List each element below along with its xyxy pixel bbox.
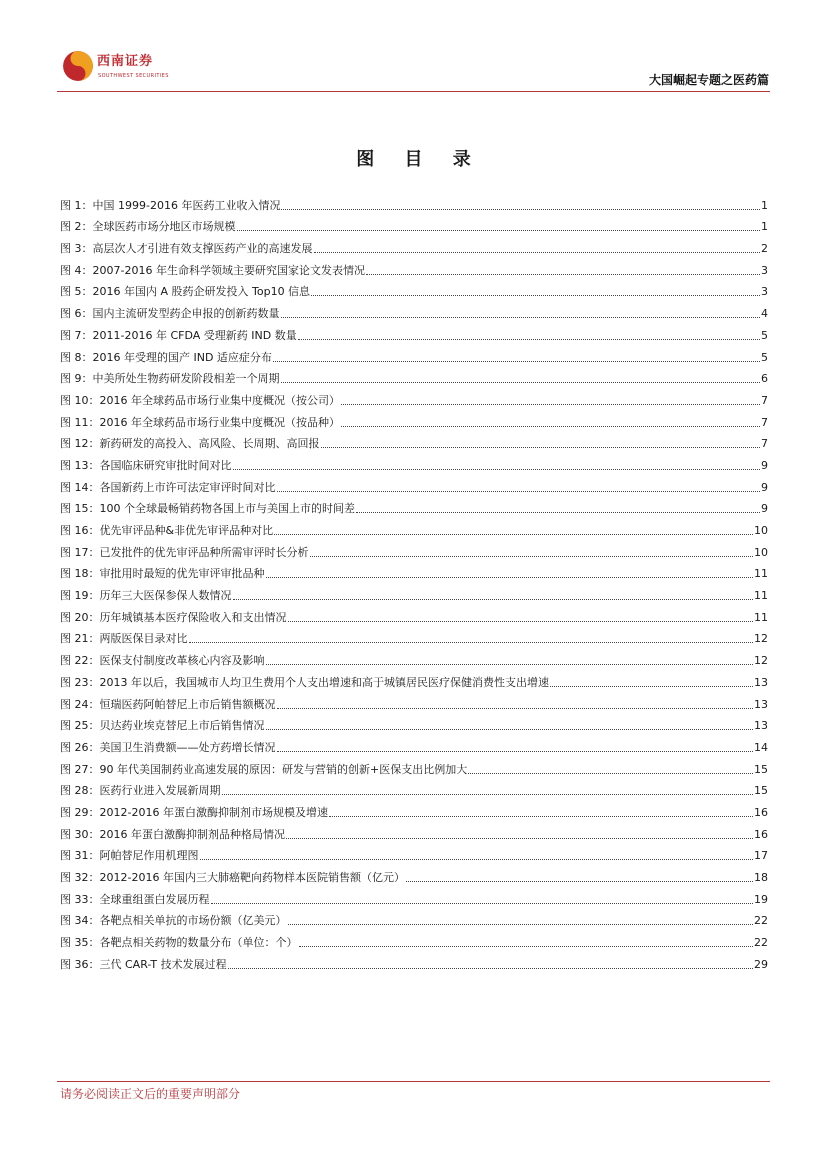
footer-divider (57, 1081, 770, 1082)
toc-entry[interactable] (60, 581, 768, 603)
toc-entry-label: 图 9： (60, 372, 93, 386)
toc-entry-page[interactable]: 10 (754, 524, 768, 537)
company-logo-icon (63, 51, 93, 81)
toc-entry-label: 图 36： (60, 957, 100, 971)
toc-entry[interactable] (60, 473, 768, 495)
toc-entry-label: 图 20： (60, 610, 100, 624)
toc-dot-leader (341, 403, 760, 405)
toc-entry-title[interactable]: 2011-2016 年 CFDA 受理新药 IND 数量 (92, 328, 297, 342)
toc-entry-label: 图 16： (60, 524, 100, 537)
toc-entry[interactable] (60, 928, 768, 950)
toc-dot-leader (281, 316, 761, 318)
toc-entry[interactable] (60, 386, 768, 408)
toc-dot-leader (311, 294, 760, 296)
toc-entry-title[interactable]: 医药行业进入发展新周期 (99, 784, 221, 798)
toc-dot-leader (286, 837, 753, 839)
report-title: 大国崛起专题之医药篇 (648, 73, 769, 87)
toc-entry-label: 图 1： (60, 198, 93, 212)
toc-dot-leader (298, 338, 760, 340)
toc-entry[interactable] (60, 777, 768, 799)
toc-entry-title[interactable]: 90 年代美国制药业高速发展的原因：研发与营销的创新+医保支出比例加大 (99, 762, 468, 776)
toc-entry-page[interactable]: 2 (761, 242, 768, 256)
toc-entry-title[interactable]: 100 个全球最畅销药物各国上市与美国上市的时间差 (99, 502, 355, 516)
header-divider (57, 91, 770, 92)
toc-entry-page[interactable]: 15 (754, 784, 768, 798)
toc-entry-title[interactable]: 高层次人才引进有效支撑医药产业的高速发展 (92, 242, 313, 256)
toc-entry-label: 图 31： (60, 849, 100, 863)
toc-entry[interactable] (60, 321, 768, 343)
toc-entry-title[interactable]: 国内主流研发型药企申报的创新药数量 (92, 307, 280, 321)
toc-entry[interactable] (60, 299, 768, 321)
toc-entry-label: 图 30： (60, 827, 100, 841)
toc-entry-page[interactable]: 15 (754, 762, 768, 776)
toc-heading: 图 目 录 (356, 149, 483, 170)
toc-entry-page[interactable]: 13 (754, 697, 768, 711)
toc-entry-page[interactable]: 9 (761, 458, 768, 472)
toc-entry-title[interactable]: 医保支付制度改革核心内容及影响 (99, 654, 265, 668)
toc-entry-title[interactable]: 各国新药上市许可法定审评时间对比 (99, 480, 276, 494)
toc-entry[interactable] (60, 560, 768, 582)
toc-entry-title[interactable]: 已发批件的优先审评品种所需审评时长分析 (99, 545, 309, 559)
toc-entry[interactable] (60, 408, 768, 430)
toc-entry-page[interactable]: 3 (761, 263, 768, 277)
toc-entry-label: 图 29： (60, 805, 100, 819)
toc-entry-title[interactable]: 恒瑞医药阿帕替尼上市后销售额概况 (99, 697, 276, 711)
toc-dot-leader (281, 208, 760, 210)
toc-entry[interactable] (60, 213, 768, 235)
toc-dot-leader (266, 728, 754, 730)
page-header (0, 0, 827, 100)
toc-entry-title[interactable]: 各国临床研究审批时间对比 (99, 458, 232, 472)
toc-entry-page[interactable]: 14 (754, 740, 768, 754)
toc-entry[interactable] (60, 646, 768, 668)
toc-entry-page[interactable]: 22 (754, 914, 768, 928)
toc-entry-page[interactable]: 11 (754, 589, 768, 603)
toc-dot-leader (288, 620, 754, 622)
toc-dot-leader (228, 967, 753, 969)
toc-entry-label: 图 11： (60, 415, 100, 429)
toc-dot-leader (233, 598, 754, 600)
toc-entry-title[interactable]: 两版医保目录对比 (99, 632, 188, 646)
toc-entry-page[interactable]: 17 (754, 849, 768, 863)
toc-entry-page[interactable]: 11 (754, 610, 768, 624)
toc-dot-leader (366, 273, 760, 275)
toc-entry-label: 图 35： (60, 936, 100, 950)
toc-entry[interactable] (60, 668, 768, 690)
toc-entry-page[interactable]: 11 (754, 567, 768, 581)
toc-entry[interactable] (60, 820, 768, 842)
toc-entry-title[interactable]: 贝达药业埃克替尼上市后销售情况 (99, 719, 265, 733)
toc-entry-label: 图 21： (60, 632, 100, 646)
toc-entry-page[interactable]: 7 (761, 415, 768, 429)
toc-entry-page[interactable]: 7 (761, 393, 768, 407)
toc-entry-page[interactable]: 16 (754, 827, 768, 841)
toc-entry[interactable] (60, 907, 768, 929)
toc-entry-page[interactable]: 12 (754, 632, 768, 646)
toc-entry-title[interactable]: 2016 年国内 A 股药企研发投入 Top10 信息 (92, 285, 311, 299)
toc-dot-leader (299, 945, 754, 947)
toc-entry-label: 图 26： (60, 740, 100, 754)
toc-entry[interactable] (60, 885, 768, 907)
toc-dot-leader (233, 468, 761, 470)
toc-entry-label: 图 25： (60, 719, 100, 733)
toc-dot-leader (281, 381, 761, 383)
toc-entry-label: 图 10： (60, 393, 100, 407)
toc-entry-page[interactable]: 13 (754, 719, 768, 733)
toc-entry-page[interactable]: 18 (754, 871, 768, 884)
toc-entry-page[interactable]: 3 (761, 285, 768, 299)
toc-entry-label: 图 15： (60, 502, 100, 516)
toc-entry-title[interactable]: 全球医药市场分地区市场规模 (92, 220, 236, 234)
toc-entry-label: 图 32： (60, 871, 100, 884)
toc-entry-label: 图 18： (60, 567, 100, 581)
toc-dot-leader (288, 923, 754, 925)
toc-entry[interactable] (60, 733, 768, 755)
toc-dot-leader (314, 251, 761, 253)
toc-entry[interactable] (60, 863, 768, 885)
toc-entry-title[interactable]: 2012-2016 年国内三大肺癌靶向药物样本医院销售额（亿元） (99, 871, 405, 884)
toc-entry-page[interactable]: 5 (761, 350, 768, 364)
toc-dot-leader (266, 576, 754, 578)
toc-dot-leader (266, 663, 754, 665)
toc-entry-title[interactable]: 2016 年蛋白激酶抑制剂品种格局情况 (99, 827, 285, 841)
toc-entry-label: 图 22： (60, 654, 100, 668)
toc-entry-label: 图 33： (60, 892, 100, 906)
toc-dot-leader (189, 641, 754, 643)
company-name-cn: 西南证券 (97, 54, 154, 69)
toc-entry-label: 图 17： (60, 545, 100, 559)
toc-entry-label: 图 12： (60, 437, 100, 451)
toc-entry[interactable] (60, 755, 768, 777)
toc-dot-leader (237, 229, 761, 231)
toc-entry-page[interactable]: 1 (761, 220, 768, 234)
toc-entry-page[interactable]: 16 (754, 805, 768, 819)
toc-entry[interactable] (60, 798, 768, 820)
toc-entry-page[interactable]: 4 (761, 307, 768, 321)
toc-entry[interactable] (60, 625, 768, 647)
toc-dot-leader (222, 793, 754, 795)
toc-entry-label: 图 7： (60, 328, 93, 342)
toc-entry-title[interactable]: 历年三大医保参保人数情况 (99, 589, 232, 603)
toc-entry[interactable] (60, 538, 768, 560)
figure-toc-list (60, 191, 768, 972)
toc-entry-label: 图 34： (60, 914, 100, 928)
toc-entry-title[interactable]: 2016 年全球药品市场行业集中度概况（按品种） (99, 415, 340, 429)
toc-entry-page[interactable]: 1 (761, 198, 768, 212)
toc-entry[interactable] (60, 343, 768, 365)
toc-dot-leader (277, 750, 754, 752)
toc-entry-title[interactable]: 审批用时最短的优先审评审批品种 (99, 567, 265, 581)
toc-entry-label: 图 28： (60, 784, 100, 798)
toc-dot-leader (274, 533, 753, 535)
toc-entry[interactable] (60, 842, 768, 864)
toc-entry-label: 图 23： (60, 675, 100, 689)
toc-dot-leader (211, 902, 754, 904)
toc-entry-title[interactable]: 2012-2016 年蛋白激酶抑制剂市场规模及增速 (99, 805, 328, 819)
toc-entry-title[interactable]: 历年城镇基本医疗保险收入和支出情况 (99, 610, 287, 624)
toc-entry-label: 图 5： (60, 285, 93, 299)
toc-entry-label: 图 6： (60, 307, 93, 321)
toc-dot-leader (550, 685, 753, 687)
toc-entry-title[interactable]: 全球重组蛋白发展历程 (99, 892, 210, 906)
toc-entry-title[interactable]: 新药研发的高投入、高风险、长周期、高回报 (99, 437, 320, 451)
toc-entry-title[interactable]: 中国 1999-2016 年医药工业收入情况 (92, 198, 281, 212)
toc-entry-title[interactable]: 2007-2016 年生命科学领域主要研究国家论文发表情况 (92, 263, 365, 277)
toc-entry-page[interactable]: 12 (754, 654, 768, 668)
toc-dot-leader (310, 555, 754, 557)
toc-dot-leader (406, 880, 753, 882)
company-name-en: SOUTHWEST SECURITIES (98, 73, 169, 79)
toc-dot-leader (273, 360, 760, 362)
toc-entry-label: 图 14： (60, 480, 100, 494)
toc-entry-label: 图 8： (60, 350, 93, 364)
toc-entry-title[interactable]: 各靶点相关药物的数量分布（单位：个） (99, 936, 298, 950)
toc-dot-leader (356, 511, 760, 513)
toc-entry-page[interactable]: 22 (754, 936, 768, 950)
toc-entry-label: 图 3： (60, 242, 93, 256)
toc-entry-title[interactable]: 2016 年全球药品市场行业集中度概况（按公司） (99, 393, 340, 407)
toc-entry-page[interactable]: 6 (761, 372, 768, 386)
toc-entry-page[interactable]: 19 (754, 892, 768, 906)
toc-dot-leader (321, 446, 761, 448)
toc-entry-title[interactable]: 阿帕替尼作用机理图 (99, 849, 199, 863)
toc-entry[interactable] (60, 712, 768, 734)
toc-entry-label: 图 19： (60, 589, 100, 603)
toc-entry[interactable] (60, 950, 768, 972)
footer-disclaimer: 请务必阅读正文后的重要声明部分 (60, 1087, 241, 1101)
toc-entry[interactable] (60, 516, 768, 538)
toc-entry-title[interactable]: 各靶点相关单抗的市场份额（亿美元） (99, 914, 287, 928)
toc-entry-title[interactable]: 2013 年以后，我国城市人均卫生费用个人支出增速和高于城镇居民医疗保健消费性支出增速 (99, 675, 549, 689)
toc-entry[interactable] (60, 234, 768, 256)
toc-entry[interactable] (60, 603, 768, 625)
toc-dot-leader (277, 490, 761, 492)
toc-entry-label: 图 13： (60, 458, 100, 472)
toc-entry[interactable] (60, 451, 768, 473)
toc-entry[interactable] (60, 430, 768, 452)
toc-entry-label: 图 27： (60, 762, 100, 776)
toc-dot-leader (341, 425, 760, 427)
toc-dot-leader (200, 858, 754, 860)
toc-entry-label: 图 4： (60, 263, 93, 277)
toc-dot-leader (277, 707, 754, 709)
toc-entry[interactable] (60, 278, 768, 300)
toc-entry-page[interactable]: 5 (761, 328, 768, 342)
toc-entry-title[interactable]: 2016 年受理的国产 IND 适应症分布 (92, 350, 272, 364)
toc-dot-leader (329, 815, 753, 817)
toc-entry-page[interactable]: 7 (761, 437, 768, 451)
toc-entry[interactable] (60, 256, 768, 278)
toc-dot-leader (468, 772, 753, 774)
toc-entry-page[interactable]: 9 (761, 502, 768, 516)
toc-entry-page[interactable]: 9 (761, 480, 768, 494)
toc-entry-title[interactable]: 优先审评品种&非优先审评品种对比 (99, 524, 274, 537)
toc-entry-label: 图 2： (60, 220, 93, 234)
toc-entry[interactable] (60, 690, 768, 712)
toc-entry[interactable] (60, 191, 768, 213)
toc-entry-title[interactable]: 美国卫生消费额——处方药增长情况 (99, 740, 276, 754)
toc-entry-title[interactable]: 三代 CAR-T 技术发展过程 (99, 957, 227, 971)
toc-entry-page[interactable]: 13 (754, 675, 768, 689)
toc-entry-title[interactable]: 中美所处生物药研发阶段相差一个周期 (92, 372, 280, 386)
toc-entry-label: 图 24： (60, 697, 100, 711)
toc-entry-page[interactable]: 29 (754, 957, 768, 971)
toc-entry-page[interactable]: 10 (754, 545, 768, 559)
toc-entry[interactable] (60, 495, 768, 517)
toc-entry[interactable] (60, 365, 768, 387)
